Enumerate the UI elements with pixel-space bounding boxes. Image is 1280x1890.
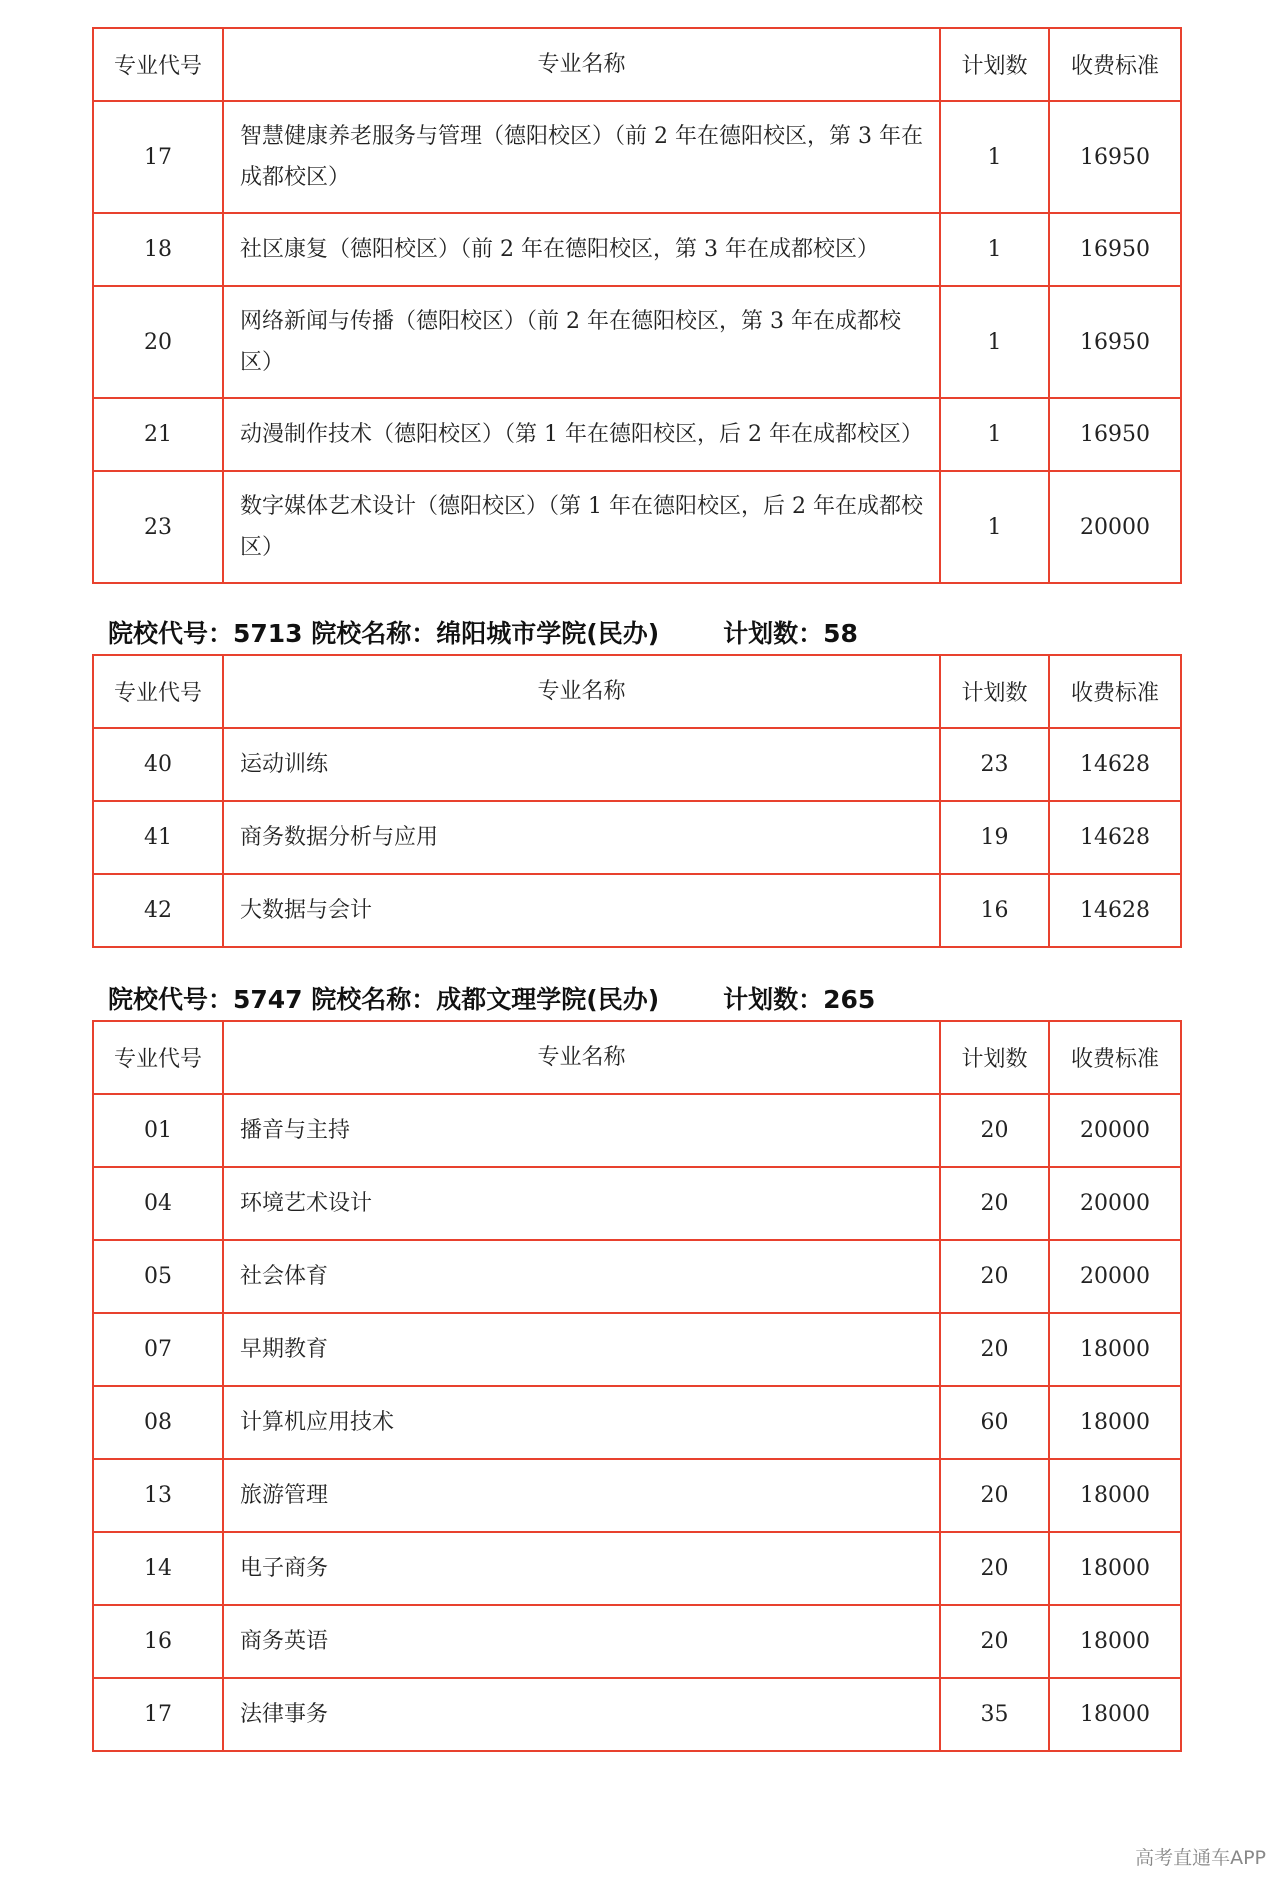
cell-count: 23 [940,728,1049,801]
cell-code: 08 [93,1386,223,1459]
cell-code: 05 [93,1240,223,1313]
cell-count: 1 [940,213,1049,286]
watermark-text: 高考直通车APP [1135,1847,1266,1869]
table-row [93,101,1181,213]
cell-fee: 18000 [1049,1605,1181,1678]
cell-count: 20 [940,1313,1049,1386]
cell-code: 17 [93,1678,223,1751]
cell-name: 计算机应用技术 [223,1386,940,1459]
school-header-5747 [92,980,1178,1020]
cell-fee: 14628 [1049,801,1181,874]
cell-name: 旅游管理 [223,1459,940,1532]
document-page [92,27,1178,1752]
cell-code: 41 [93,801,223,874]
table-header-row [93,28,1181,101]
table-row [93,728,1181,801]
cell-count: 19 [940,801,1049,874]
table-row [93,1313,1181,1386]
cell-name: 智慧健康养老服务与管理（德阳校区）（前 2 年在德阳校区，第 3 年在成都校区） [223,101,940,213]
cell-fee: 16950 [1049,286,1181,398]
header-count: 计划数 [940,1021,1049,1094]
school-header-5713 [92,614,1178,654]
table-row [93,1167,1181,1240]
cell-fee: 16950 [1049,398,1181,471]
table-school-continued [92,27,1182,584]
cell-fee: 14628 [1049,728,1181,801]
header-code: 专业代号 [93,1021,223,1094]
cell-fee: 18000 [1049,1678,1181,1751]
cell-name: 运动训练 [223,728,940,801]
cell-count: 20 [940,1094,1049,1167]
table-row [93,801,1181,874]
header-code: 专业代号 [93,655,223,728]
school-info: 院校代号：5747 院校名称：成都文理学院(民办) [108,985,660,1014]
header-code: 专业代号 [93,28,223,101]
cell-fee: 18000 [1049,1459,1181,1532]
cell-count: 20 [940,1532,1049,1605]
table-row [93,398,1181,471]
cell-code: 23 [93,471,223,583]
cell-code: 17 [93,101,223,213]
cell-count: 20 [940,1240,1049,1313]
header-name: 专业名称 [223,1021,940,1094]
cell-fee: 20000 [1049,471,1181,583]
cell-name: 电子商务 [223,1532,940,1605]
cell-count: 1 [940,398,1049,471]
cell-code: 40 [93,728,223,801]
header-count: 计划数 [940,28,1049,101]
cell-count: 1 [940,471,1049,583]
cell-fee: 18000 [1049,1386,1181,1459]
table-row [93,1532,1181,1605]
cell-name: 社区康复（德阳校区）（前 2 年在德阳校区，第 3 年在成都校区） [223,213,940,286]
header-fee: 收费标准 [1049,1021,1181,1094]
cell-name: 动漫制作技术（德阳校区）（第 1 年在德阳校区，后 2 年在成都校区） [223,398,940,471]
cell-name: 网络新闻与传播（德阳校区）（前 2 年在德阳校区，第 3 年在成都校区） [223,286,940,398]
header-name: 专业名称 [223,655,940,728]
cell-fee: 16950 [1049,101,1181,213]
cell-count: 35 [940,1678,1049,1751]
cell-code: 21 [93,398,223,471]
cell-code: 01 [93,1094,223,1167]
cell-name: 早期教育 [223,1313,940,1386]
table-row [93,213,1181,286]
cell-code: 07 [93,1313,223,1386]
table-row [93,286,1181,398]
cell-name: 大数据与会计 [223,874,940,947]
table-school-5713 [92,654,1182,948]
header-fee: 收费标准 [1049,655,1181,728]
header-name: 专业名称 [223,28,940,101]
cell-fee: 20000 [1049,1167,1181,1240]
cell-code: 18 [93,213,223,286]
table-school-5747 [92,1020,1182,1752]
table-row [93,1605,1181,1678]
cell-code: 04 [93,1167,223,1240]
school-info: 院校代号：5713 院校名称：绵阳城市学院(民办) [108,619,660,648]
table-row [93,1094,1181,1167]
cell-fee: 20000 [1049,1094,1181,1167]
cell-name: 商务数据分析与应用 [223,801,940,874]
table-row [93,1459,1181,1532]
table-header-row [93,655,1181,728]
cell-name: 法律事务 [223,1678,940,1751]
cell-count: 16 [940,874,1049,947]
cell-fee: 16950 [1049,213,1181,286]
school-plan-count: 计划数：58 [723,619,858,648]
cell-code: 14 [93,1532,223,1605]
cell-name: 商务英语 [223,1605,940,1678]
cell-count: 1 [940,286,1049,398]
cell-count: 1 [940,101,1049,213]
cell-count: 20 [940,1605,1049,1678]
cell-fee: 18000 [1049,1532,1181,1605]
table-header-row [93,1021,1181,1094]
cell-code: 13 [93,1459,223,1532]
table-row [93,874,1181,947]
header-fee: 收费标准 [1049,28,1181,101]
table-row [93,1678,1181,1751]
cell-code: 20 [93,286,223,398]
table-row [93,1386,1181,1459]
cell-name: 社会体育 [223,1240,940,1313]
cell-code: 42 [93,874,223,947]
school-plan-count: 计划数：265 [723,985,876,1014]
cell-fee: 20000 [1049,1240,1181,1313]
table-row [93,471,1181,583]
cell-name: 数字媒体艺术设计（德阳校区）（第 1 年在德阳校区，后 2 年在成都校区） [223,471,940,583]
cell-fee: 18000 [1049,1313,1181,1386]
cell-count: 60 [940,1386,1049,1459]
cell-name: 播音与主持 [223,1094,940,1167]
cell-code: 16 [93,1605,223,1678]
cell-count: 20 [940,1167,1049,1240]
cell-name: 环境艺术设计 [223,1167,940,1240]
header-count: 计划数 [940,655,1049,728]
cell-fee: 14628 [1049,874,1181,947]
cell-count: 20 [940,1459,1049,1532]
table-row [93,1240,1181,1313]
